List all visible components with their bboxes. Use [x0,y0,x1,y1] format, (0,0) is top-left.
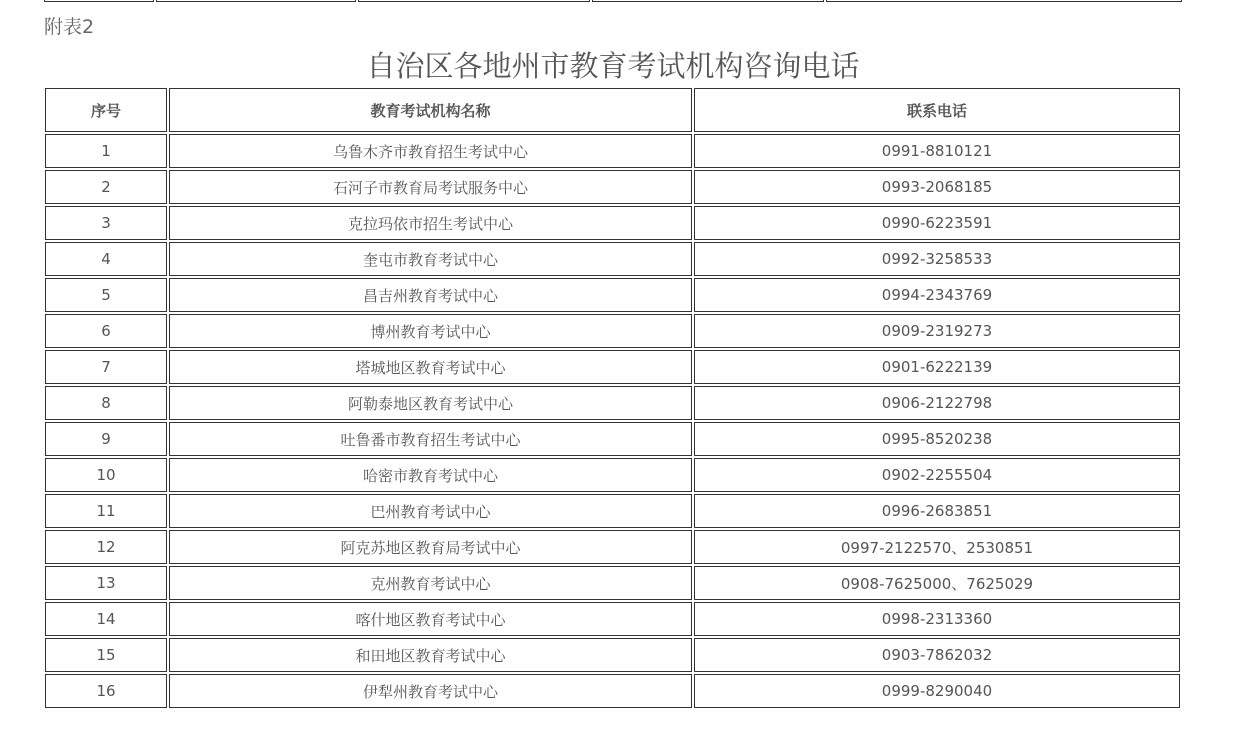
cell-institution-name: 奎屯市教育考试中心 [169,242,692,276]
cell-serial-number: 6 [45,314,167,348]
cell-contact-phone: 0994-2343769 [694,278,1180,312]
cell-serial-number: 12 [45,530,167,564]
header-serial-number: 序号 [45,88,167,132]
cell-serial-number: 9 [45,422,167,456]
contact-table [43,86,1182,710]
table-row [45,638,1180,672]
cell-contact-phone: 0902-2255504 [694,458,1180,492]
cell-contact-phone: 0990-6223591 [694,206,1180,240]
cell-institution-name: 昌吉州教育考试中心 [169,278,692,312]
previous-table-cell [156,0,356,2]
cell-serial-number: 14 [45,602,167,636]
cell-serial-number: 10 [45,458,167,492]
table-row [45,530,1180,564]
table-row [45,170,1180,204]
cell-contact-phone: 0997-2122570、2530851 [694,530,1180,564]
table-row [45,566,1180,600]
cell-institution-name: 哈密市教育考试中心 [169,458,692,492]
header-institution-name: 教育考试机构名称 [169,88,692,132]
table-row [45,242,1180,276]
cell-institution-name: 乌鲁木齐市教育招生考试中心 [169,134,692,168]
cell-contact-phone: 0995-8520238 [694,422,1180,456]
cell-institution-name: 石河子市教育局考试服务中心 [169,170,692,204]
table-header-row [45,88,1180,132]
cell-institution-name: 阿勒泰地区教育考试中心 [169,386,692,420]
cell-serial-number: 16 [45,674,167,708]
cell-institution-name: 伊犁州教育考试中心 [169,674,692,708]
cell-contact-phone: 0901-6222139 [694,350,1180,384]
table-row [45,422,1180,456]
cell-institution-name: 克拉玛依市招生考试中心 [169,206,692,240]
cell-institution-name: 阿克苏地区教育局考试中心 [169,530,692,564]
annex-label: 附表2 [44,16,95,38]
cell-contact-phone: 0991-8810121 [694,134,1180,168]
table-row [45,206,1180,240]
cell-institution-name: 塔城地区教育考试中心 [169,350,692,384]
cell-serial-number: 4 [45,242,167,276]
cell-contact-phone: 0908-7625000、7625029 [694,566,1180,600]
cell-serial-number: 5 [45,278,167,312]
cell-serial-number: 2 [45,170,167,204]
cell-serial-number: 15 [45,638,167,672]
page-title: 自治区各地州市教育考试机构咨询电话 [366,49,860,83]
cell-serial-number: 7 [45,350,167,384]
cell-contact-phone: 0999-8290040 [694,674,1180,708]
header-contact-phone: 联系电话 [694,88,1180,132]
previous-table-cell [44,0,154,2]
cell-serial-number: 1 [45,134,167,168]
previous-table-edge [42,0,1184,2]
cell-institution-name: 吐鲁番市教育招生考试中心 [169,422,692,456]
table-body [45,134,1180,708]
cell-institution-name: 和田地区教育考试中心 [169,638,692,672]
previous-table-cell [826,0,1182,2]
cell-institution-name: 巴州教育考试中心 [169,494,692,528]
table-row [45,134,1180,168]
table-row [45,314,1180,348]
table-row [45,494,1180,528]
cell-institution-name: 喀什地区教育考试中心 [169,602,692,636]
cell-contact-phone: 0909-2319273 [694,314,1180,348]
table-row [45,458,1180,492]
table-row [45,674,1180,708]
cell-contact-phone: 0996-2683851 [694,494,1180,528]
cell-serial-number: 13 [45,566,167,600]
cell-contact-phone: 0992-3258533 [694,242,1180,276]
cell-serial-number: 3 [45,206,167,240]
cell-serial-number: 8 [45,386,167,420]
previous-table-cell [592,0,824,2]
cell-institution-name: 博州教育考试中心 [169,314,692,348]
cell-contact-phone: 0903-7862032 [694,638,1180,672]
table-row [45,350,1180,384]
cell-serial-number: 11 [45,494,167,528]
table-row [45,386,1180,420]
cell-contact-phone: 0993-2068185 [694,170,1180,204]
table-row [45,602,1180,636]
cell-institution-name: 克州教育考试中心 [169,566,692,600]
table-row [45,278,1180,312]
cell-contact-phone: 0998-2313360 [694,602,1180,636]
cell-contact-phone: 0906-2122798 [694,386,1180,420]
previous-table-cell [358,0,590,2]
